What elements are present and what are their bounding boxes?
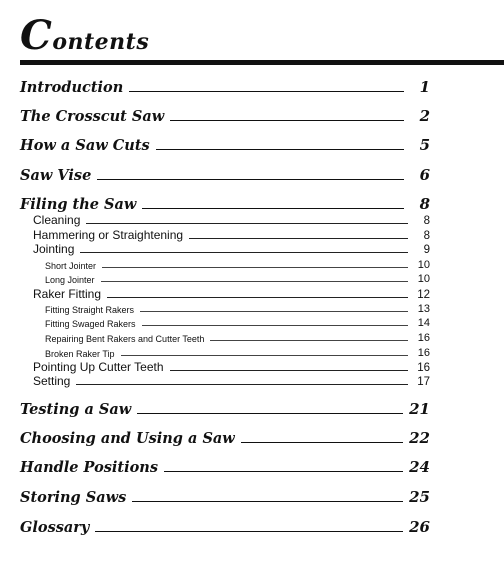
toc-entry-page: 6 <box>419 166 430 184</box>
toc-entry-label: Handle Positions <box>20 459 158 476</box>
toc-entry-crosscut-saw[interactable] <box>20 107 430 125</box>
toc-entry-filing-the-saw[interactable] <box>20 195 430 213</box>
toc-leader-line <box>156 149 404 150</box>
toc-entry-label: Broken Raker Tip <box>45 349 115 359</box>
toc-entry-page: 9 <box>423 244 430 256</box>
toc-entry-page: 1 <box>419 78 430 96</box>
toc-entry-saw-vise[interactable] <box>20 166 430 184</box>
toc-entry-storing-saws[interactable] <box>20 488 430 506</box>
toc-entry-label: Cleaning <box>33 213 81 227</box>
toc-entry-glossary[interactable] <box>20 518 430 536</box>
toc-entry-page: 10 <box>417 273 430 285</box>
toc-entry-short-jointer[interactable] <box>45 259 430 271</box>
toc-entry-label: Fitting Swaged Rakers <box>45 319 136 329</box>
page-title <box>20 12 149 59</box>
toc-entry-label: Choosing and Using a Saw <box>20 430 235 447</box>
toc-entry-label: Hammering or Straightening <box>33 228 184 242</box>
toc-entry-label: Pointing Up Cutter Teeth <box>33 360 164 374</box>
toc-entry-page: 16 <box>417 332 430 344</box>
toc-leader-line <box>132 501 403 502</box>
toc-entry-pointing-up-cutter-teeth[interactable] <box>33 360 430 374</box>
title-rule <box>20 60 504 65</box>
toc-entry-label: The Crosscut Saw <box>20 108 165 125</box>
toc-entry-label: Glossary <box>20 519 90 536</box>
toc-entry-page: 21 <box>409 400 430 418</box>
toc-entry-fitting-swaged-rakers[interactable] <box>45 317 430 329</box>
toc-leader-line <box>129 91 404 92</box>
toc-entry-page: 5 <box>419 136 430 154</box>
toc-leader-line <box>121 355 408 356</box>
toc-leader-line <box>210 340 408 341</box>
toc-entry-label: Saw Vise <box>20 167 92 184</box>
toc-entry-label: Setting <box>33 374 71 388</box>
toc-entry-long-jointer[interactable] <box>45 273 430 285</box>
toc-entry-page: 24 <box>409 458 430 476</box>
toc-leader-line <box>97 179 404 180</box>
toc-entry-repairing-bent-rakers[interactable] <box>45 332 430 344</box>
title-rest: ontents <box>52 29 150 55</box>
toc-entry-label: How a Saw Cuts <box>20 137 150 154</box>
toc-entry-page: 22 <box>409 429 430 447</box>
toc-entry-page: 8 <box>423 215 430 227</box>
toc-entry-label: Long Jointer <box>45 275 95 285</box>
toc-entry-fitting-straight-rakers[interactable] <box>45 303 430 315</box>
toc-entry-hammering[interactable] <box>33 228 430 242</box>
toc-leader-line <box>170 370 408 371</box>
toc-leader-line <box>241 442 403 443</box>
toc-entry-label: Testing a Saw <box>20 401 132 418</box>
toc-leader-line <box>102 267 408 268</box>
toc-entry-label: Repairing Bent Rakers and Cutter Teeth <box>45 334 205 344</box>
toc-entry-choosing-and-using[interactable] <box>20 429 430 447</box>
toc-entry-cleaning[interactable] <box>33 213 430 227</box>
toc-entry-how-a-saw-cuts[interactable] <box>20 136 430 154</box>
toc-leader-line <box>142 325 408 326</box>
toc-entry-introduction[interactable] <box>20 78 430 96</box>
toc-entry-page: 2 <box>419 107 430 125</box>
toc-leader-line <box>142 208 404 209</box>
toc-entry-page: 12 <box>417 289 430 301</box>
toc-entry-jointing[interactable] <box>33 242 430 256</box>
toc-entry-page: 13 <box>417 303 430 315</box>
toc-leader-line <box>76 384 408 385</box>
toc-entry-page: 17 <box>417 376 430 388</box>
toc-entry-broken-raker-tip[interactable] <box>45 347 430 359</box>
toc-entry-page: 26 <box>409 518 430 536</box>
toc-entry-label: Jointing <box>33 242 75 256</box>
toc-leader-line <box>101 281 408 282</box>
toc-leader-line <box>170 120 404 121</box>
toc-leader-line <box>189 238 408 239</box>
toc-entry-label: Short Jointer <box>45 261 97 271</box>
toc-entry-label: Introduction <box>20 79 124 96</box>
toc-entry-page: 25 <box>409 488 430 506</box>
title-initial: C <box>20 12 53 59</box>
toc-leader-line <box>86 223 408 224</box>
toc-leader-line <box>95 531 403 532</box>
toc-entry-raker-fitting[interactable] <box>33 287 430 301</box>
toc-entry-page: 10 <box>417 259 430 271</box>
toc-entry-label: Fitting Straight Rakers <box>45 305 135 315</box>
toc-entry-label: Raker Fitting <box>33 287 102 301</box>
toc-entry-label: Storing Saws <box>20 489 127 506</box>
toc-entry-page: 8 <box>419 195 430 213</box>
toc-leader-line <box>140 311 408 312</box>
toc-entry-testing-a-saw[interactable] <box>20 400 430 418</box>
toc-leader-line <box>164 471 403 472</box>
toc-entry-page: 16 <box>417 362 430 374</box>
toc-entry-setting[interactable] <box>33 374 430 388</box>
toc-leader-line <box>137 413 403 414</box>
toc-entry-label: Filing the Saw <box>20 196 137 213</box>
toc-entry-handle-positions[interactable] <box>20 458 430 476</box>
toc-entry-page: 16 <box>417 347 430 359</box>
toc-leader-line <box>107 297 408 298</box>
toc-entry-page: 14 <box>417 317 430 329</box>
toc-entry-page: 8 <box>423 230 430 242</box>
toc-leader-line <box>80 252 408 253</box>
